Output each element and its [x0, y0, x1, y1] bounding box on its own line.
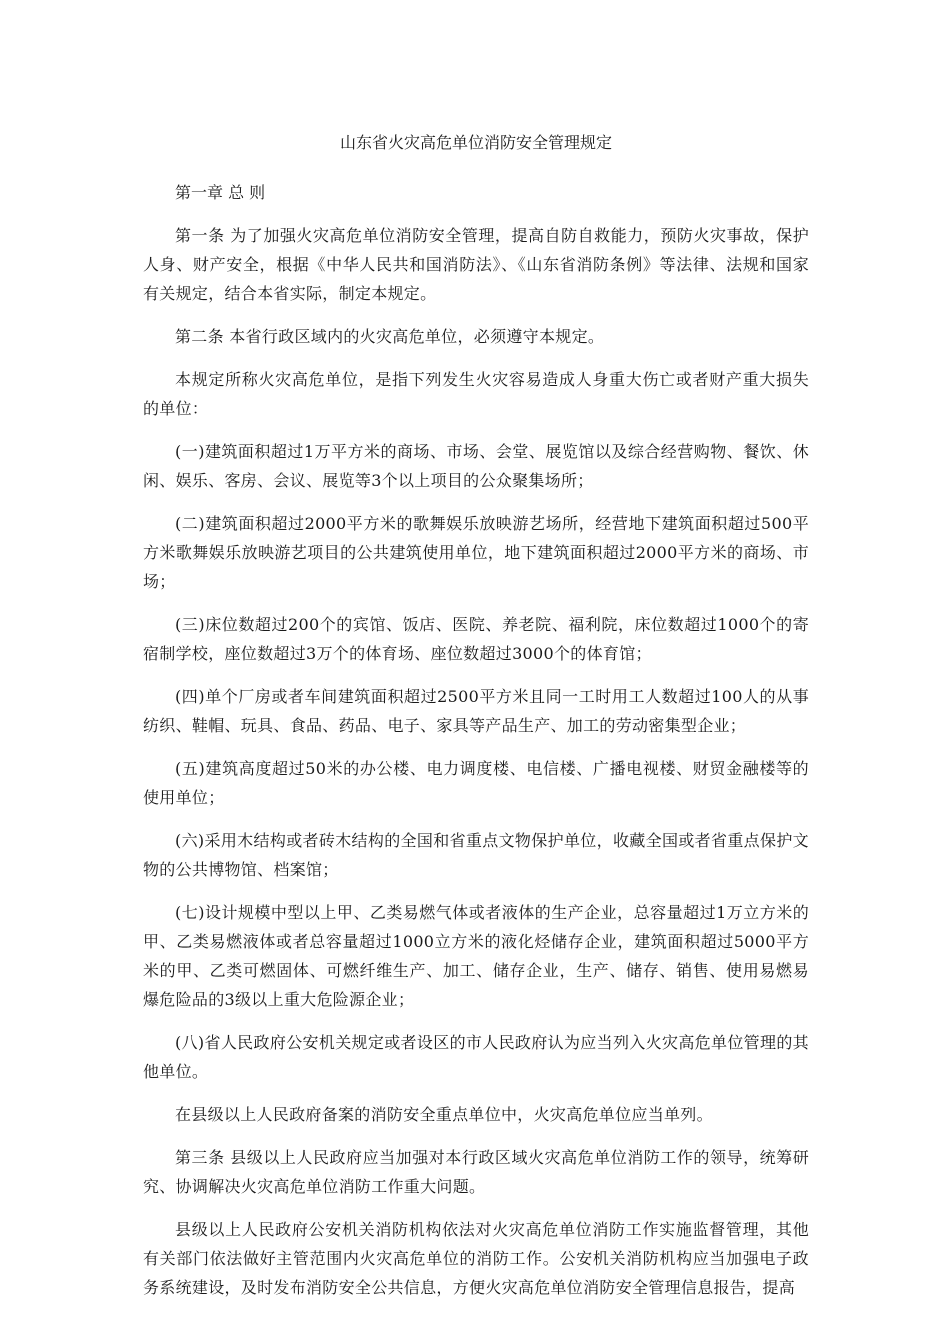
list-item-8: (八)省人民政府公安机关规定或者设区的市人民政府认为应当列入火灾高危单位管理的其他单位。 [143, 1033, 809, 1081]
document-page [143, 130, 809, 1302]
list-item-7: (七)设计规模中型以上甲、乙类易燃气体或者液体的生产企业，总容量超过1万立方米的甲、乙类易燃液体或者总容量超过1000立方米的液化烃储存企业，建筑面积超过5000平方米的甲、乙类可燃固体、可燃纤维生产、加工、储存企业，生产、储存、销售、使用易燃易爆危险品的3级以上重大危险源企业； [143, 903, 809, 1009]
list-item-1: (一)建筑面积超过1万平方米的商场、市场、会堂、展览馆以及综合经营购物、餐饮、休闲、娱乐、客房、会议、展览等3个以上项目的公众聚集场所； [143, 442, 809, 490]
article-2-paragraph: 第二条 本省行政区域内的火灾高危单位，必须遵守本规定。 [175, 327, 605, 346]
definition-paragraph: 本规定所称火灾高危单位，是指下列发生火灾容易造成人身重大伤亡或者财产重大损失的单位： [143, 370, 809, 418]
supervision-paragraph: 县级以上人民政府公安机关消防机构依法对火灾高危单位消防工作实施监督管理，其他有关部门依法做好主管范围内火灾高危单位的消防工作。公安机关消防机构应当加强电子政务系统建设，及时发布消防安全公共信息，方便火灾高危单位消防安全管理信息报告，提高 [143, 1220, 809, 1297]
list-item-5: (五)建筑高度超过50米的办公楼、电力调度楼、电信楼、广播电视楼、财贸金融楼等的使用单位； [143, 759, 809, 807]
article-1-paragraph: 第一条 为了加强火灾高危单位消防安全管理，提高自防自救能力，预防火灾事故，保护人身、财产安全，根据《中华人民共和国消防法》、《山东省消防条例》等法律、法规和国家有关规定，结合本省实际，制定本规定。 [143, 226, 809, 303]
document-title: 山东省火灾高危单位消防安全管理规定 [339, 133, 612, 152]
list-item-2: (二)建筑面积超过2000平方米的歌舞娱乐放映游艺场所，经营地下建筑面积超过500平方米歌舞娱乐放映游艺项目的公共建筑使用单位，地下建筑面积超过2000平方米的商场、市场； [143, 514, 809, 591]
list-item-6: (六)采用木结构或者砖木结构的全国和省重点文物保护单位，收藏全国或者省重点保护文物的公共博物馆、档案馆； [143, 831, 809, 879]
chapter-heading: 第一章 总 则 [175, 183, 266, 202]
article-3-paragraph: 第三条 县级以上人民政府应当加强对本行政区域火灾高危单位消防工作的领导，统筹研究、协调解决火灾高危单位消防工作重大问题。 [143, 1148, 809, 1196]
registration-paragraph: 在县级以上人民政府备案的消防安全重点单位中，火灾高危单位应当单列。 [175, 1105, 713, 1124]
list-item-3: (三)床位数超过200个的宾馆、饭店、医院、养老院、福利院，床位数超过1000个的寄宿制学校，座位数超过3万个的体育场、座位数超过3000个的体育馆； [143, 615, 809, 663]
list-item-4: (四)单个厂房或者车间建筑面积超过2500平方米且同一工时用工人数超过100人的从事纺织、鞋帽、玩具、食品、药品、电子、家具等产品生产、加工的劳动密集型企业； [143, 687, 809, 735]
